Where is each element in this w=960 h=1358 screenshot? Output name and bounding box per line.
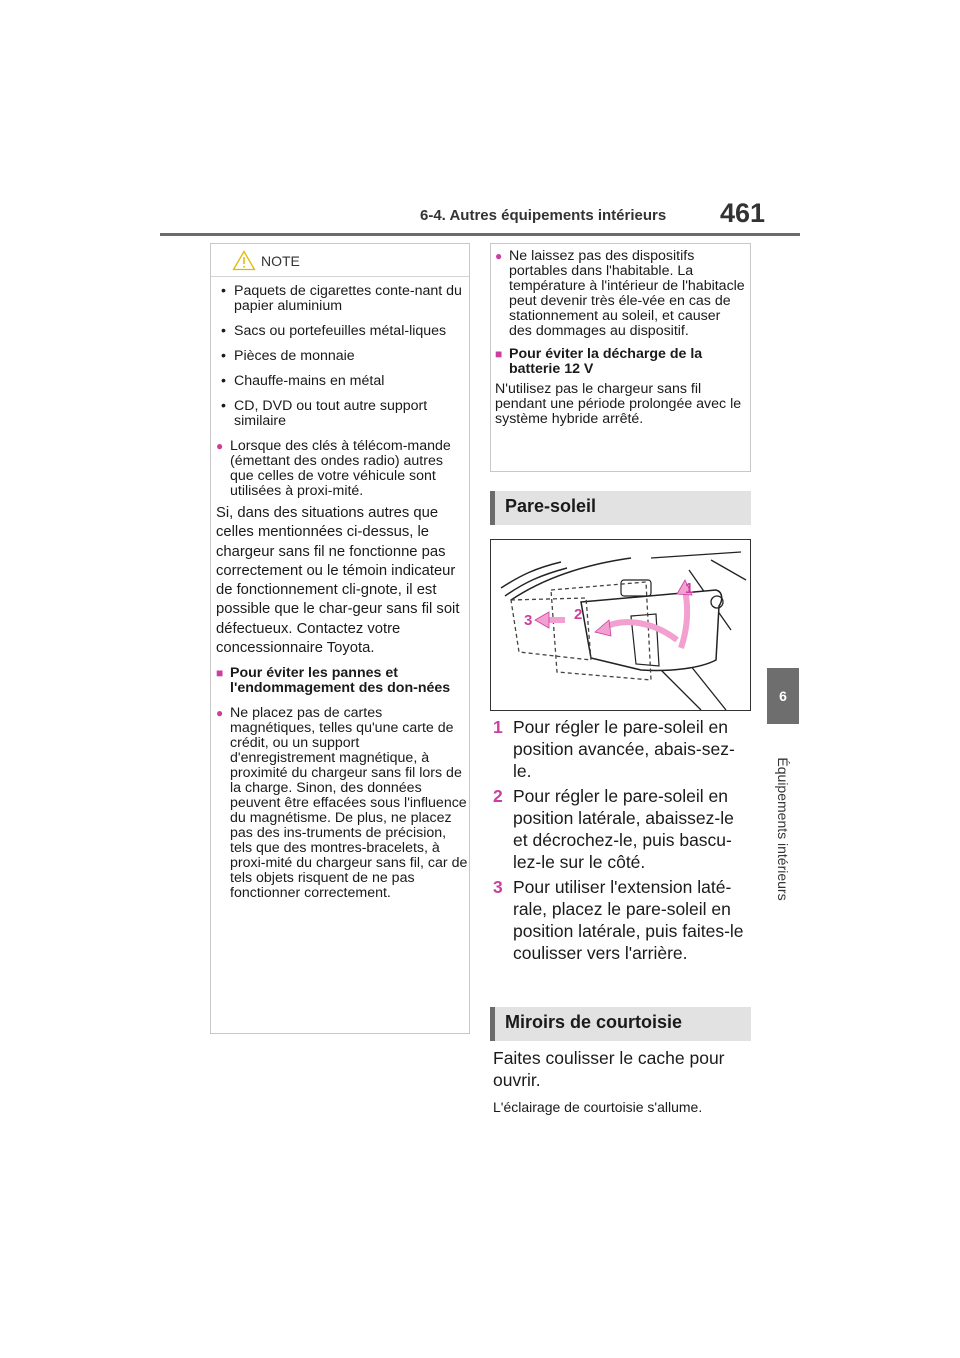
note-paragraph: Si, dans des situations autres que celles mentionnées ci-dessus, le chargeur sans fil ne fonctionne pas correctement ou le témoin indicateur de fonctionnement cli-gnote, il est possible que le char-geur sans fil soit défectueux. Contactez votre concessionnaire Toyota. <box>216 505 460 657</box>
note-subheading: ■ Pour éviter la décharge de la batterie 12 V <box>495 347 747 377</box>
step-text: Pour utiliser l'extension laté-rale, placez le pare-soleil en position latérale, puis faites-le coulisser vers l'arrière. <box>513 877 744 963</box>
chapter-label: Équipements intérieurs <box>775 757 791 901</box>
step-item <box>493 785 753 873</box>
step-item <box>493 716 753 782</box>
warning-triangle-icon <box>232 250 256 271</box>
note-bullet: ● Ne laissez pas des dispositifs portables dans l'habitable. La température à l'intérieur de l'habitacle peut devenir très éle-vée en cas de stationnement au soleil, et causer des dommages au dispositif. <box>495 249 747 339</box>
note-item: • Paquets de cigarettes conte-nant du papier aluminium <box>216 284 468 314</box>
step-number: 2 <box>493 786 503 806</box>
note-bullet: ● Ne placez pas de cartes magnétiques, telles qu'une carte de crédit, ou un support d'enregistrement magnétique, à proximité du chargeur sans fil lors de la charge. Sinon, des données peuvent être effacées sous l'influence du magnétisme. De plus, ne placez pas des ins-truments de précision, tels que des montres-bracelets, à proxi-mité du chargeur sans fil, car de tels objets risquent de ne pas fonctionner correctement. <box>216 706 468 901</box>
chapter-label-wrap <box>767 734 799 924</box>
note-header <box>211 244 469 277</box>
note-bullet: ● Lorsque des clés à télécom-mande (émettant des ondes radio) autres que celles de votre véhicule sont utilisées à proxi-mité. <box>216 439 468 499</box>
note-subheading: ■ Pour éviter les pannes et l'endommagement des don-nées <box>216 666 468 696</box>
sunvisor-illustration <box>490 539 751 711</box>
section-title: 6-4. Autres équipements intérieurs <box>420 207 667 224</box>
chapter-number: 6 <box>779 688 787 704</box>
section-heading-mirrors <box>490 1007 751 1041</box>
step-number: 3 <box>493 877 503 897</box>
figure-label-1: 1 <box>685 580 694 597</box>
header-rule <box>160 233 800 236</box>
note-item: • Pièces de monnaie <box>216 349 468 364</box>
chapter-tab <box>767 668 799 724</box>
continued-note-body <box>495 249 747 427</box>
step-text: Pour régler le pare-soleil en position latérale, abaissez-le et décrochez-le, puis bascu-lez-le sur le côté. <box>513 786 734 872</box>
note-body <box>216 278 468 901</box>
figure-label-2: 2 <box>574 606 583 623</box>
figure-label-3: 3 <box>524 612 533 629</box>
page-number: 461 <box>720 198 766 228</box>
note-box <box>210 243 470 1034</box>
note-item: • Chauffe-mains en métal <box>216 374 468 389</box>
note-item: • CD, DVD ou tout autre support similaire <box>216 399 468 429</box>
mirrors-note: L'éclairage de courtoisie s'allume. <box>493 1099 703 1115</box>
step-item <box>493 876 753 964</box>
step-number: 1 <box>493 717 503 737</box>
continued-note-box <box>490 243 751 472</box>
section-heading-label: Miroirs de courtoisie <box>505 1012 683 1032</box>
step-text: Pour régler le pare-soleil en position avancée, abais-sez-le. <box>513 717 735 781</box>
section-heading-sunvisor <box>490 491 751 525</box>
note-paragraph: N'utilisez pas le chargeur sans fil pendant une période prolongée avec le système hybride arrêté. <box>495 381 742 427</box>
note-item: • Sacs ou portefeuilles métal-liques <box>216 324 468 339</box>
mirrors-instruction: Faites coulisser le cache pour ouvrir. <box>493 1048 725 1090</box>
note-title: NOTE <box>261 253 300 269</box>
section-heading-label: Pare-soleil <box>505 496 597 516</box>
